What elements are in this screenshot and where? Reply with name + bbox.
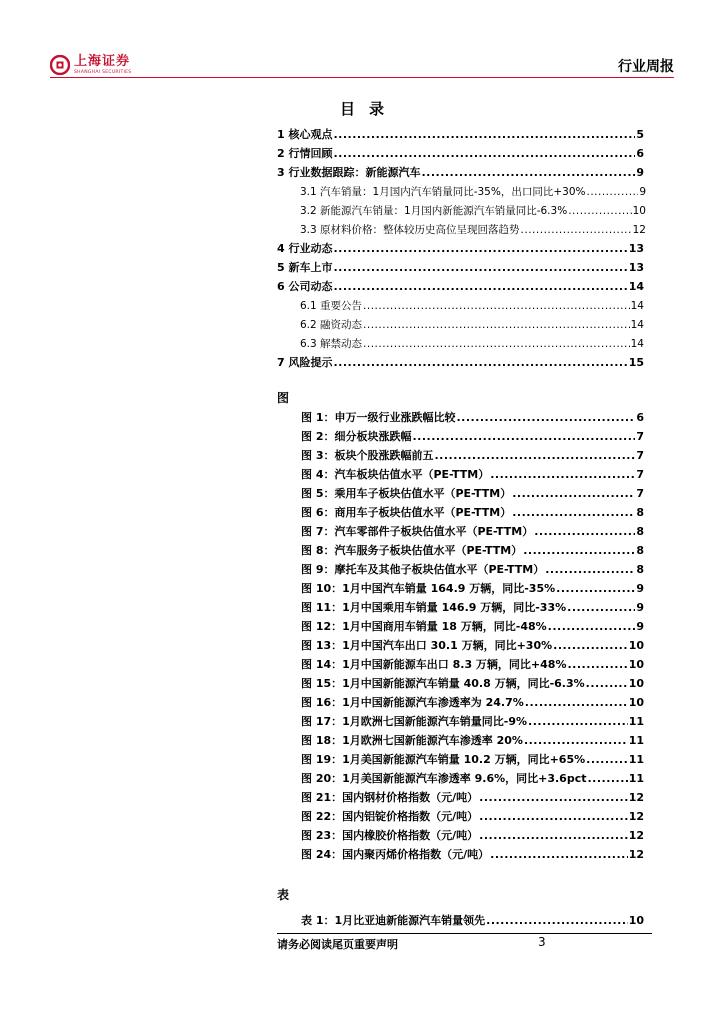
toc-entry[interactable] bbox=[277, 127, 644, 143]
figure-entry[interactable] bbox=[301, 448, 644, 464]
leader-dots bbox=[333, 355, 627, 371]
toc-entry-label: 3 行业数据跟踪：新能源汽车 bbox=[277, 166, 421, 179]
toc-entry-page: 9 bbox=[639, 186, 646, 198]
figure-entry[interactable] bbox=[301, 581, 644, 597]
figure-entry[interactable] bbox=[301, 790, 644, 806]
toc-entry-label: 6.3 解禁动态 bbox=[300, 338, 363, 350]
toc-entry-label: 6 公司动态 bbox=[277, 280, 333, 293]
toc-subentry[interactable] bbox=[300, 184, 646, 200]
table-entry-page: 10 bbox=[628, 914, 644, 927]
toc-title: 目录 bbox=[339, 100, 398, 118]
figure-entry-label: 图 23：国内橡胶价格指数（元/吨） bbox=[301, 829, 479, 842]
leader-dots bbox=[534, 524, 635, 540]
figure-entry-page: 7 bbox=[636, 487, 644, 500]
figure-entry-label: 图 13：1月中国汽车出口 30.1 万辆，同比+30% bbox=[301, 639, 553, 652]
leader-dots bbox=[512, 486, 635, 502]
footer-divider bbox=[277, 933, 652, 934]
table-entry-label: 表 1：1月比亚迪新能源汽车销量领先 bbox=[301, 914, 486, 927]
leader-dots bbox=[587, 771, 627, 787]
figure-entry-page: 12 bbox=[628, 791, 644, 804]
figure-entry-page: 11 bbox=[628, 734, 644, 747]
leader-dots bbox=[333, 127, 635, 143]
figure-entry[interactable] bbox=[301, 714, 644, 730]
toc-entry[interactable] bbox=[277, 260, 644, 276]
leader-dots bbox=[567, 657, 627, 673]
figure-entry[interactable] bbox=[301, 619, 644, 635]
toc-entry-page: 14 bbox=[628, 280, 644, 293]
figure-entry-page: 12 bbox=[628, 848, 644, 861]
toc-entry-label: 3.1 汽车销量：1月国内汽车销量同比-35%，出口同比+30% bbox=[300, 186, 586, 198]
figure-entry[interactable] bbox=[301, 600, 644, 616]
leader-dots bbox=[333, 146, 635, 162]
leader-dots bbox=[363, 317, 630, 333]
leader-dots bbox=[528, 714, 628, 730]
figure-entry-page: 11 bbox=[628, 753, 644, 766]
figure-entry-label: 图 5：乘用车子板块估值水平（PE-TTM） bbox=[301, 487, 512, 500]
figure-entry-label: 图 17：1月欧洲七国新能源汽车销量同比-9% bbox=[301, 715, 528, 728]
toc-entry-page: 14 bbox=[630, 300, 644, 312]
toc-entry-page: 10 bbox=[632, 205, 646, 217]
leader-dots bbox=[479, 828, 628, 844]
leader-dots bbox=[490, 467, 635, 483]
logo-text-en: SHANGHAI SECURITIES bbox=[74, 70, 132, 75]
figure-entry-page: 7 bbox=[636, 449, 644, 462]
toc-entry-page: 13 bbox=[628, 261, 644, 274]
figure-entry[interactable] bbox=[301, 505, 644, 521]
leader-dots bbox=[548, 619, 636, 635]
page-number: 3 bbox=[538, 935, 546, 949]
figure-entry[interactable] bbox=[301, 676, 644, 692]
toc-entry[interactable] bbox=[277, 241, 644, 257]
figure-entry[interactable] bbox=[301, 543, 644, 559]
leader-dots bbox=[333, 241, 627, 257]
figure-entry[interactable] bbox=[301, 809, 644, 825]
toc-entry[interactable] bbox=[277, 279, 644, 295]
leader-dots bbox=[479, 790, 628, 806]
toc-subentry[interactable] bbox=[300, 222, 646, 238]
leader-dots bbox=[490, 847, 628, 863]
leader-dots bbox=[567, 600, 635, 616]
leader-dots bbox=[456, 410, 635, 426]
figure-entry[interactable] bbox=[301, 828, 644, 844]
figure-entry[interactable] bbox=[301, 410, 644, 426]
leader-dots bbox=[586, 752, 628, 768]
leader-dots bbox=[512, 505, 635, 521]
figure-entry-page: 11 bbox=[628, 715, 644, 728]
figure-entry-label: 图 20：1月美国新能源汽车渗透率 9.6%，同比+3.6pct bbox=[301, 772, 587, 785]
figure-entry-label: 图 24：国内聚丙烯价格指数（元/吨） bbox=[301, 848, 490, 861]
footer-disclaimer: 请务必阅读尾页重要声明 bbox=[277, 938, 398, 951]
figure-entry-label: 图 16：1月中国新能源汽车渗透率为 24.7% bbox=[301, 696, 524, 709]
figure-entry-label: 图 11：1月中国乘用车销量 146.9 万辆，同比-33% bbox=[301, 601, 567, 614]
page-header bbox=[50, 54, 674, 76]
figure-entry-label: 图 8：汽车服务子板块估值水平（PE-TTM） bbox=[301, 544, 523, 557]
leader-dots bbox=[412, 429, 635, 445]
leader-dots bbox=[523, 543, 635, 559]
figure-entry-label: 图 7：汽车零部件子板块估值水平（PE-TTM） bbox=[301, 525, 534, 538]
toc-entry-page: 14 bbox=[630, 319, 644, 331]
figures-heading: 图 bbox=[277, 391, 290, 405]
leader-dots bbox=[545, 562, 635, 578]
toc-entry-page: 14 bbox=[630, 338, 644, 350]
leader-dots bbox=[556, 581, 635, 597]
figure-entry-label: 图 19：1月美国新能源汽车销量 10.2 万辆，同比+65% bbox=[301, 753, 586, 766]
leader-dots bbox=[524, 733, 628, 749]
table-entry[interactable] bbox=[301, 913, 644, 929]
figure-entry[interactable] bbox=[301, 771, 644, 787]
header-divider bbox=[50, 77, 674, 78]
leader-dots bbox=[568, 203, 631, 219]
figure-entry-label: 图 4：汽车板块估值水平（PE-TTM） bbox=[301, 468, 490, 481]
figure-entry-label: 图 2：细分板块涨跌幅 bbox=[301, 430, 412, 443]
toc-entry-page: 9 bbox=[636, 166, 644, 179]
leader-dots bbox=[486, 913, 628, 929]
figure-entry-label: 图 9：摩托车及其他子板块估值水平（PE-TTM） bbox=[301, 563, 545, 576]
figure-entry-page: 9 bbox=[636, 582, 644, 595]
toc-entry-page: 12 bbox=[632, 224, 646, 236]
toc-entry-page: 6 bbox=[636, 147, 644, 160]
toc-entry-page: 5 bbox=[636, 128, 644, 141]
toc-entry-label: 6.1 重要公告 bbox=[300, 300, 363, 312]
document-type: 行业周报 bbox=[618, 59, 674, 75]
figure-entry[interactable] bbox=[301, 638, 644, 654]
leader-dots bbox=[521, 222, 632, 238]
figure-entry-page: 8 bbox=[636, 506, 644, 519]
tables-heading: 表 bbox=[277, 888, 290, 902]
figure-entry-page: 8 bbox=[636, 525, 644, 538]
figure-entry[interactable] bbox=[301, 467, 644, 483]
toc-subentry[interactable] bbox=[300, 336, 644, 352]
toc-entry-label: 3.2 新能源汽车销量：1月国内新能源汽车销量同比-6.3% bbox=[300, 205, 568, 217]
leader-dots bbox=[333, 260, 627, 276]
leader-dots bbox=[525, 695, 628, 711]
figure-entry-page: 9 bbox=[636, 601, 644, 614]
figure-entry-page: 7 bbox=[636, 430, 644, 443]
figure-entry-page: 10 bbox=[628, 658, 644, 671]
toc-entry[interactable] bbox=[277, 146, 644, 162]
toc-entry-page: 15 bbox=[628, 356, 644, 369]
figure-entry-label: 图 10：1月中国汽车销量 164.9 万辆，同比-35% bbox=[301, 582, 556, 595]
figure-entry-label: 图 3：板块个股涨跌幅前五 bbox=[301, 449, 434, 462]
figure-entry-page: 8 bbox=[636, 563, 644, 576]
figure-entry-page: 10 bbox=[628, 677, 644, 690]
logo-text-cn: 上海证券 bbox=[74, 54, 131, 69]
toc-entry[interactable] bbox=[277, 165, 644, 181]
figure-entry-label: 图 1：申万一级行业涨跌幅比较 bbox=[301, 411, 456, 424]
figure-entry-label: 图 22：国内铝锭价格指数（元/吨） bbox=[301, 810, 479, 823]
toc-entry-label: 7 风险提示 bbox=[277, 356, 333, 369]
figure-entry-page: 10 bbox=[628, 696, 644, 709]
toc-entry-label: 4 行业动态 bbox=[277, 242, 333, 255]
toc-entry-label: 5 新车上市 bbox=[277, 261, 333, 274]
leader-dots bbox=[421, 165, 635, 181]
figure-entry-page: 12 bbox=[628, 810, 644, 823]
figure-entry[interactable] bbox=[301, 429, 644, 445]
figure-entry[interactable] bbox=[301, 486, 644, 502]
figure-entry[interactable] bbox=[301, 657, 644, 673]
toc-subentry[interactable] bbox=[300, 298, 644, 314]
figure-entry-label: 图 18：1月欧洲七国新能源汽车渗透率 20% bbox=[301, 734, 523, 747]
figure-entry[interactable] bbox=[301, 695, 644, 711]
toc-entry[interactable] bbox=[277, 355, 644, 371]
leader-dots bbox=[363, 336, 630, 352]
leader-dots bbox=[553, 638, 628, 654]
figure-entry-page: 6 bbox=[636, 411, 644, 424]
leader-dots bbox=[586, 676, 628, 692]
toc-subentry[interactable] bbox=[300, 203, 646, 219]
leader-dots bbox=[479, 809, 628, 825]
figure-entry-page: 11 bbox=[628, 772, 644, 785]
figure-entry-page: 9 bbox=[636, 620, 644, 633]
figure-entry-page: 7 bbox=[636, 468, 644, 481]
toc-entry-label: 6.2 融资动态 bbox=[300, 319, 363, 331]
company-logo bbox=[50, 54, 210, 76]
toc-entry-page: 13 bbox=[628, 242, 644, 255]
toc-subentry[interactable] bbox=[300, 317, 644, 333]
figure-entry-label: 图 12：1月中国商用车销量 18 万辆，同比-48% bbox=[301, 620, 547, 633]
logo-emblem-icon bbox=[50, 55, 70, 75]
figure-entry-label: 图 21：国内钢材价格指数（元/吨） bbox=[301, 791, 479, 804]
figure-entry-label: 图 14：1月中国新能源车出口 8.3 万辆，同比+48% bbox=[301, 658, 567, 671]
figure-entry-label: 图 15：1月中国新能源汽车销量 40.8 万辆，同比-6.3% bbox=[301, 677, 585, 690]
figure-entry[interactable] bbox=[301, 847, 644, 863]
leader-dots bbox=[434, 448, 635, 464]
toc-entry-label: 1 核心观点 bbox=[277, 128, 333, 141]
figure-entry[interactable] bbox=[301, 562, 644, 578]
figure-entry-label: 图 6：商用车子板块估值水平（PE-TTM） bbox=[301, 506, 512, 519]
toc-entry-label: 2 行情回顾 bbox=[277, 147, 333, 160]
leader-dots bbox=[586, 184, 638, 200]
figure-entry-page: 12 bbox=[628, 829, 644, 842]
toc-entry-label: 3.3 原材料价格：整体较历史高位呈现回落趋势 bbox=[300, 224, 520, 236]
figure-entry[interactable] bbox=[301, 752, 644, 768]
figure-entry[interactable] bbox=[301, 524, 644, 540]
figure-entry[interactable] bbox=[301, 733, 644, 749]
figure-entry-page: 8 bbox=[636, 544, 644, 557]
figure-entry-page: 10 bbox=[628, 639, 644, 652]
leader-dots bbox=[363, 298, 630, 314]
leader-dots bbox=[333, 279, 627, 295]
